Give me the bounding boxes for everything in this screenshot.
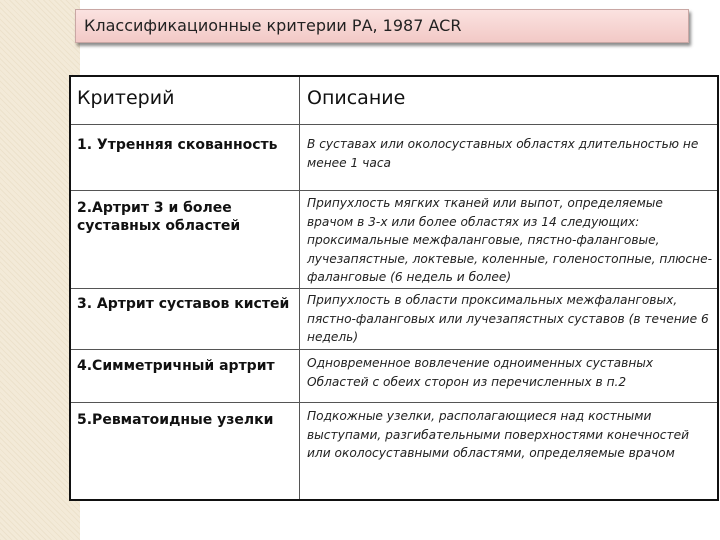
table-row [71,289,717,350]
description-cell: Подкожные узелки, располагающиеся над костными выступами, разгибательными поверхностями конечностей или околосуставными областями, определяемые врачом [307,409,689,460]
criterion-cell: 5.Ревматоидные узелки [71,403,300,499]
criterion-cell: 1. Утренняя скованность [71,125,300,190]
table-row [71,125,717,191]
header-description: Описание [307,87,406,109]
criteria-table [69,75,719,501]
table-row [71,191,717,289]
description-cell: Припухлость мягких тканей или выпот, определяемые врачом в 3-х или более областях из 14 следующих: проксимальные межфаланговые, пястно-фаланговые, лучезапястные, локтевые, коленные, голеностопные, плюсне-фаланговые (6 недель и более) [307,196,712,284]
table-row [71,350,717,403]
criterion-cell: 3. Артрит суставов кистей [71,289,300,349]
header-criterion: Критерий [71,77,300,124]
page-title: Классификационные критерии РА, 1987 ACR [84,16,462,35]
description-cell: В суставах или околосуставных областях длительностью не менее 1 часа [307,137,699,170]
title-banner [75,9,689,43]
decorative-side-strip [0,0,80,540]
criterion-cell: 2.Артрит 3 и более суставных областей [71,191,300,288]
table-header-row [71,77,717,125]
table-row [71,403,717,499]
description-cell: Припухлость в области проксимальных межфаланговых, пястно-фаланговых или лучезапястных суставов (в течение 6 недель) [307,293,709,344]
description-cell: Одновременное вовлечение одноименных суставных Областей с обеих сторон из перечисленных в п.2 [307,356,654,389]
criterion-cell: 4.Симметричный артрит [71,350,300,402]
